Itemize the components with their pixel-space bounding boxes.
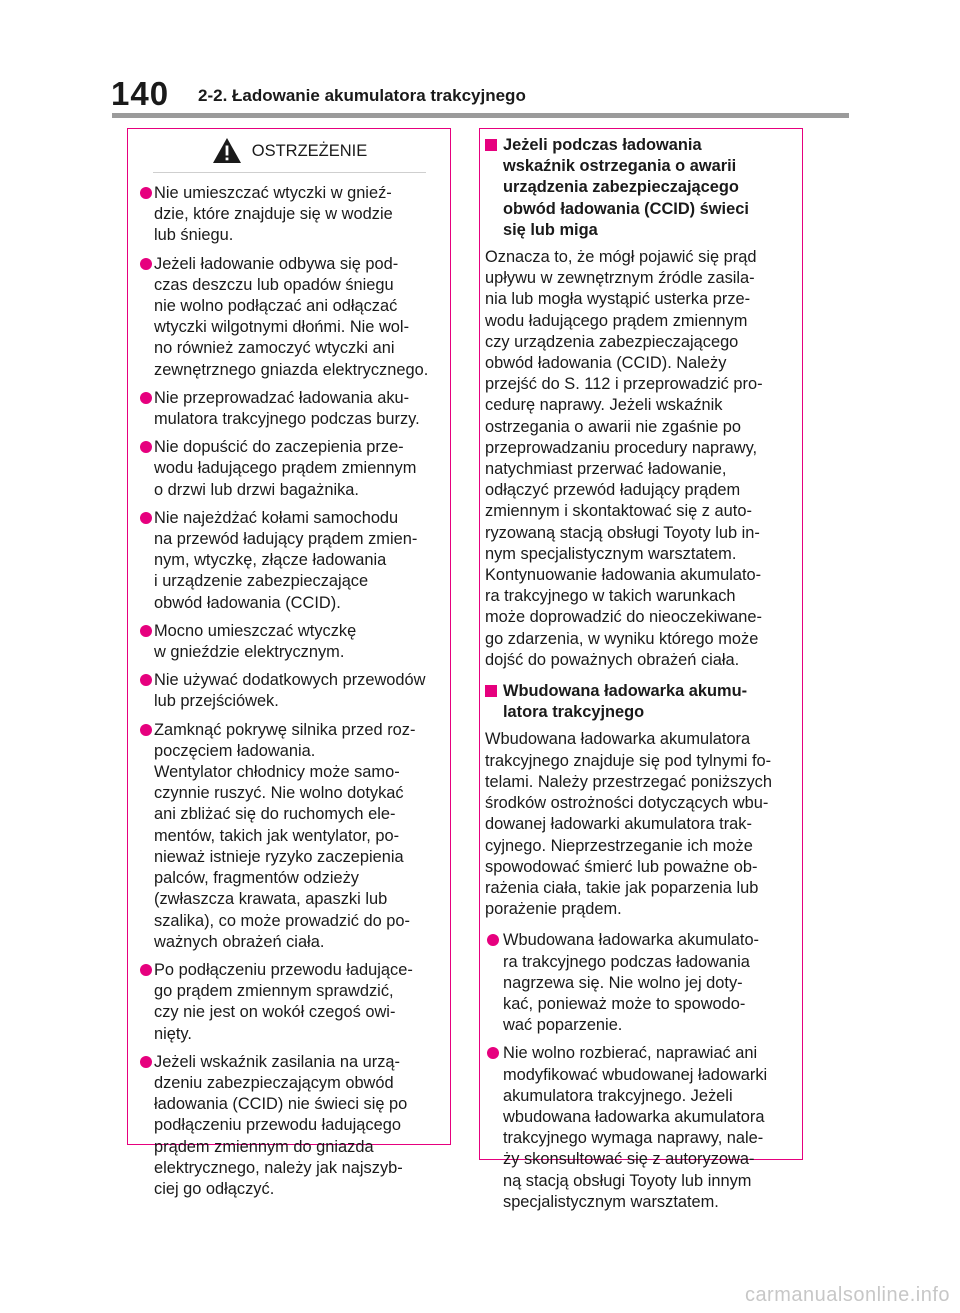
section-title: 2-2. Ładowanie akumulatora trakcyjnego bbox=[198, 86, 526, 105]
charger-list bbox=[485, 930, 797, 1213]
warning-item-text: Nie używać dodatkowych przewodów lub przejściówek. bbox=[154, 671, 426, 711]
warning-header bbox=[153, 129, 426, 173]
bullet-icon bbox=[487, 1047, 499, 1059]
warning-item bbox=[140, 254, 442, 381]
warning-item-text: Nie dopuścić do zaczepienia prze- wodu ładującego prądem zmiennym o drzwi lub drzwi bagażnika. bbox=[154, 438, 417, 499]
warning-item bbox=[140, 960, 442, 1045]
bullet-icon bbox=[140, 187, 152, 199]
charger-item-text: Nie wolno rozbierać, naprawiać ani modyfikować wbudowanej ładowarki akumulatora trakcyjnego. Jeżeli wbudowana ładowarka akumulatora trakcyjnego wymaga naprawy, nale- ży skonsultować się z autoryzowa- ną stacją obsługi Toyoty lub innym specjalistycznym warsztatem. bbox=[503, 1044, 768, 1211]
warning-item-text: Po podłączeniu przewodu ładujące- go prądem zmiennym sprawdzić, czy nie jest on wokół czegoś owi- nięty. bbox=[154, 960, 413, 1043]
warning-item bbox=[140, 508, 442, 614]
warning-list bbox=[128, 173, 450, 1200]
bullet-icon bbox=[140, 512, 152, 524]
ccid-heading-text: Jeżeli podczas ładowania wskaźnik ostrzegania o awarii urządzenia zabezpieczającego obwód ładowania (CCID) świeci się lub miga bbox=[503, 136, 749, 239]
watermark[interactable]: carmanualsonline.info bbox=[744, 1284, 950, 1306]
bullet-icon bbox=[487, 934, 499, 946]
page-header bbox=[0, 0, 960, 120]
warning-item-text: Mocno umieszczać wtyczkę w gnieździe elektrycznym. bbox=[154, 621, 357, 662]
bullet-icon bbox=[140, 625, 152, 637]
ccid-paragraph: Oznacza to, że mógł pojawić się prąd upływu w zewnętrznym źródle zasila- nia lub mogła wystąpić usterka prze- wodu ładującego prądem zmiennym czy urządzenia zabezpieczającego obwód ładowania (CCID). Należy przejść do S. 112 i przeprowadzić pro- cedurę naprawy. Jeżeli wskaźnik ostrzegania o awarii nie zgaśnie po przeprowadzaniu procedury naprawy, natychmiast przerwać ładowanie, odłączyć przewód ładujący prądem zmiennym i skontaktować się z auto- ryzowaną stacją obsługi Toyoty lub in- nym specjalistycznym warsztatem. Kontynuowanie ładowania akumulato- ra trakcyjnego w takich warunkach może doprowadzić do nieoczekiwane- go zdarzenia, w wyniku którego może dojść do poważnych obrażeń ciała. bbox=[485, 248, 763, 669]
ccid-heading bbox=[485, 135, 797, 241]
warning-item bbox=[140, 670, 442, 712]
bullet-icon bbox=[140, 724, 152, 736]
warning-box bbox=[127, 128, 451, 1198]
warning-item-text: Jeżeli ładowanie odbywa się pod- czas deszczu lub opadów śniegu nie wolno podłączać ani odłączać wtyczki wilgotnymi dłońmi. Nie wol- no również zamoczyć wtyczki ani zewnętrznego gniazda elektrycznego. bbox=[154, 254, 429, 379]
charger-item-text: Wbudowana ładowarka akumulato- ra trakcyjnego podczas ładowania nagrzewa się. Nie wolno jej doty- kać, ponieważ może to spowodo- wać poparzenie. bbox=[503, 931, 760, 1035]
warning-item bbox=[140, 720, 442, 953]
charger-heading bbox=[485, 681, 797, 723]
bullet-icon bbox=[140, 964, 152, 976]
charger-item bbox=[485, 930, 797, 1036]
warning-item-text: Jeżeli wskaźnik zasilania na urzą- dzeniu zabezpieczającym obwód ładowania (CCID) nie świeci się po podłączeniu przewodu ładującego prądem zmiennym do gniazda elektrycznego, należy jak najszyb- ciej go odłączyć. bbox=[154, 1052, 408, 1198]
warning-item-text: Nie umieszczać wtyczki w gnieź- dzie, które znajduje się w wodzie lub śniegu. bbox=[154, 184, 393, 245]
bullet-icon bbox=[140, 258, 152, 270]
warning-item bbox=[140, 437, 442, 501]
warning-item-text: Zamknąć pokrywę silnika przed roz- poczęciem ładowania. Wentylator chłodnicy może samo- czynnie ruszyć. Nie wolno dotykać ani zbliżać się do ruchomych ele- mentów, takich jak wentylator, po- nieważ istnieje ryzyko zaczepienia palców, fragmentów odzieży (zwłaszcza krawata, apaszki lub szalika), co może prowadzić do po- ważnych obrażeń ciała. bbox=[154, 720, 416, 951]
charger-paragraph: Wbudowana ładowarka akumulatora trakcyjnego znajduje się pod tylnymi fo- telami. Należy przestrzegać poniższych środków ostrożności dotyczących wbu- dowanej ładowarki akumulatora trak- cyjnego. Nieprzestrzeganie ich może spowodować śmierć lub poważne ob- rażenia ciała, takie jak poparzenia lub porażenie prądem. bbox=[485, 730, 772, 919]
bullet-icon bbox=[140, 392, 152, 404]
header-rule bbox=[112, 113, 849, 118]
charger-item bbox=[485, 1043, 797, 1213]
warning-item-text: Nie przeprowadzać ładowania aku- mulatora trakcyjnego podczas burzy. bbox=[154, 388, 420, 429]
square-bullet-icon bbox=[485, 139, 497, 151]
page-number: 140 bbox=[111, 75, 170, 112]
bullet-icon bbox=[140, 674, 152, 686]
warning-item bbox=[140, 183, 442, 247]
square-bullet-icon bbox=[485, 685, 497, 697]
warning-item bbox=[140, 621, 442, 663]
warning-item bbox=[140, 1052, 442, 1200]
warning-item-text: Nie najeżdżać kołami samochodu na przewód ładujący prądem zmien- nym, wtyczkę, złącze ładowania i urządzenie zabezpieczające obwód ładowania (CCID). bbox=[154, 508, 418, 612]
bullet-icon bbox=[140, 1056, 152, 1068]
warning-triangle-icon bbox=[212, 137, 242, 164]
warning-title: OSTRZEŻENIE bbox=[251, 141, 368, 160]
info-box bbox=[479, 128, 803, 1211]
charger-heading-text: Wbudowana ładowarka akumu- latora trakcyjnego bbox=[503, 682, 748, 722]
warning-item bbox=[140, 388, 442, 430]
bullet-icon bbox=[140, 441, 152, 453]
